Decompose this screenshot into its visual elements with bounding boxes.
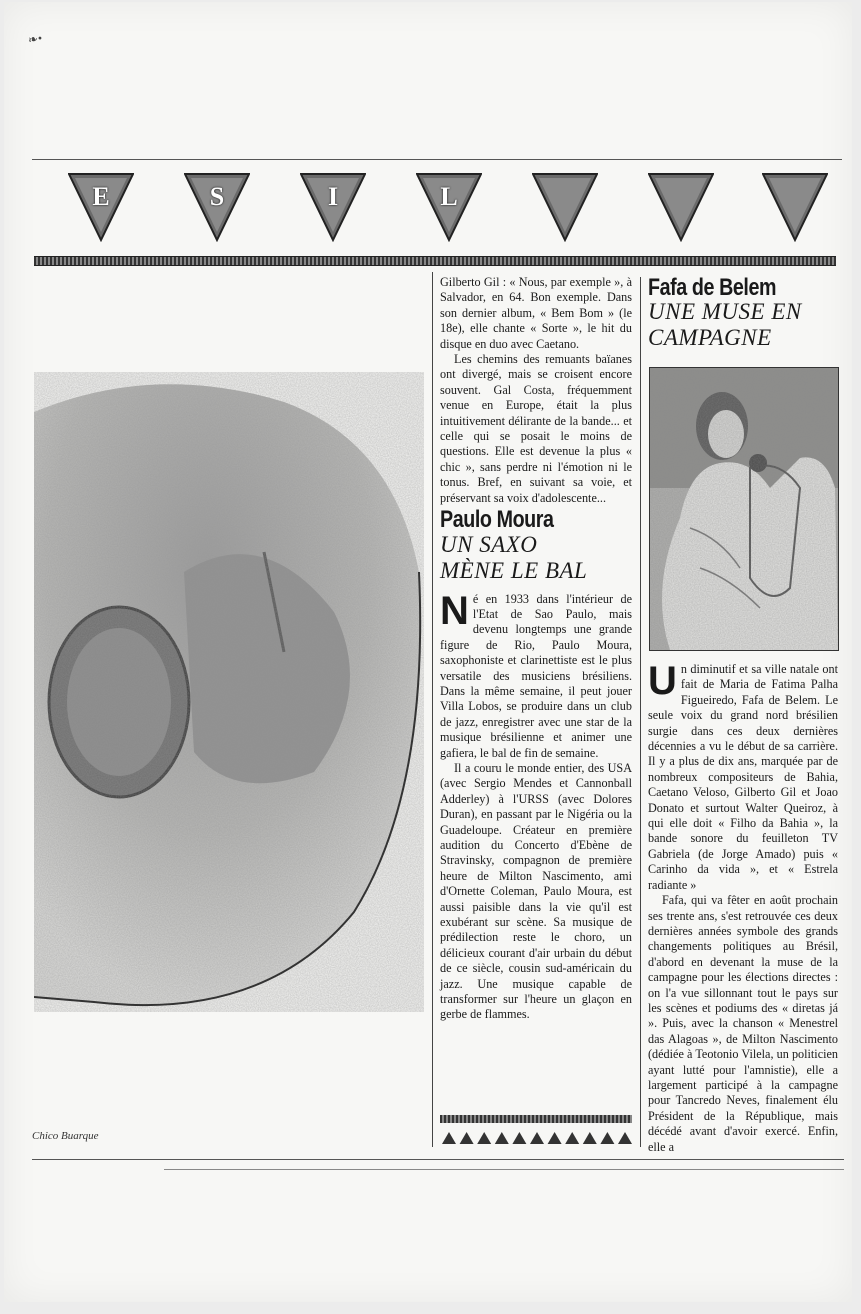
footer-triangle: [477, 1132, 491, 1144]
drop-cap-n: N: [440, 588, 469, 633]
right-column-body: [648, 659, 838, 1155]
gal-costa-paragraph: Les chemins des remuants baïanes ont divergé, mais se croisent encore souvent. Gal Costa, fréquemment venue en Europe, était la plus intuitivement délirante de la bande... et celle qui se posait le moins de questions. Elle est devenue la plus « chic », sans perdre ni l'émotion ni le tonus. Bref, en suivant sa voie, et préservant sa voix d'adolescente...: [440, 352, 632, 505]
fafa-subtitle-2: CAMPAGNE: [648, 325, 772, 351]
fafa-de-belem-photo: [649, 367, 839, 651]
photo-caption: Chico Buarque: [32, 1130, 99, 1142]
column-rule-left: [432, 272, 433, 1147]
footer-triangle: [512, 1132, 526, 1144]
footer-triangle: [548, 1132, 562, 1144]
bottom-rule: [32, 1159, 844, 1160]
banner-letter: L: [440, 182, 458, 211]
corner-mark: ❧•: [26, 30, 44, 48]
fafa-paragraph-1: n diminutif et sa ville natale ont fait de Maria de Fatima Palha Figueiredo, Fafa de Belem. Le seule voix du grand nord brésilien surgie dans ces deux dernières décennies a vu le début de sa carrière. Il y a plus de dix ans, marquée par de nombreux compositeurs de Bahia, Caetano Veloso, Gilberto Gil et Joao Donato et surtout Walter Queiroz, à qui elle doit « Filho da Bahia », la bande sonore du feuilleton TV Gabriela (de Jorge Amado) puis « Carinho da vida », et « Estrela radiante »: [648, 662, 838, 892]
paulo-moura-subtitle-2: MÈNE LE BAL: [440, 557, 588, 583]
footer-triangle: [530, 1132, 544, 1144]
fafa-de-belem-heading: Fafa de Belem: [648, 274, 777, 301]
chico-buarque-photo: [34, 372, 424, 1012]
footer-band: [440, 1115, 632, 1123]
top-rule: [32, 159, 842, 160]
banner-letter: I: [327, 182, 339, 211]
footer-triangle: [618, 1132, 632, 1144]
footer-triangle: [600, 1132, 614, 1144]
banner-triangle: [416, 172, 482, 242]
banner-triangle: [68, 172, 134, 242]
header-band: [34, 256, 836, 266]
right-column-heading: [648, 274, 838, 351]
triangle-banner: [44, 168, 844, 248]
footer-triangles: [440, 1131, 636, 1145]
footer-triangle: [460, 1132, 474, 1144]
footer-triangle: [583, 1132, 597, 1144]
drop-cap-u: U: [648, 659, 677, 703]
paulo-moura-heading: Paulo Moura: [440, 506, 554, 534]
bottom-rule-2: [164, 1169, 844, 1170]
paulo-moura-paragraph-2: Il a couru le monde entier, des USA (avec Sergio Mendes et Cannonball Adderley) à l'URSS (avec Dolores Duran), en passant par le Nigéria ou la Guadeloupe. Créateur en première audition du Concerto d'Ebène de Stravinsky, compagnon de première heure de Milton Nascimento, ami d'Ornette Coleman, Paulo Moura, est aussi paisible dans la vie qu'il est exubérant sur scène. Sa musique de prédilection reste le choro, un délicieux courant d'air urbain du début de ce siècle, cousin sud-américain du jazz. Une musique capable de transformer sur l'heure un glaçon en gerbe de flammes.: [440, 760, 632, 1022]
middle-column: [440, 275, 632, 1023]
banner-triangle: [532, 172, 598, 242]
banner-triangle: [648, 172, 714, 242]
gal-costa-lead: Gilberto Gil : « Nous, par exemple », à Salvador, en 64. Bon exemple. Dans son dernier album, « Bem Bom » (le 18e), elle chante « Sorte », le hit du disque en duo avec Caetano.: [440, 275, 632, 351]
banner-triangle: [184, 172, 250, 242]
banner-triangle: [762, 172, 828, 242]
fafa-paragraph-2: Fafa, qui va fêter en août prochain ses trente ans, s'est retrouvée ces deux dernières années symbole des grands changements politiques au Brésil, d'abord en devenant la muse de la campagne pour les élections directes : on l'a vue sillonnant tout le pays sur les scènes et podiums des « diretas já ». Puis, avec la chanson « Menestrel das Alagoas », de Milton Nascimento (dédiée à Teotonio Vilela, un politicien ayant lutté pour l'amnistie), elle a largement participé à la campagne pour Tancredo Neves, finalement élu Président de la République, mais décédé avant d'avoir exercé. Enfin, elle a: [648, 893, 838, 1154]
paulo-moura-subtitle-1: UN SAXO: [440, 531, 538, 557]
banner-triangle: [300, 172, 366, 242]
fafa-subtitle-1: UNE MUSE EN: [648, 299, 802, 325]
newspaper-clipping: [4, 2, 852, 1302]
column-rule-right: [640, 277, 641, 1147]
footer-triangle: [442, 1132, 456, 1144]
footer-triangle: [495, 1132, 509, 1144]
banner-letter: E: [92, 182, 110, 211]
paulo-moura-paragraph-1: é en 1933 dans l'intérieur de l'Etat de Sao Paulo, mais devenu longtemps une grande figure de Rio, Paulo Moura, saxophoniste et clarinettiste est le plus versatile des musiciens brésiliens. Dans la même semaine, il peut jouer Villa Lobos, se produire dans un club de jazz, enregistrer avec une star de la musique brésilienne et animer une gafiera, le bal de fin de semaine.: [440, 591, 632, 760]
banner-letter: S: [209, 182, 225, 211]
footer-triangle: [565, 1132, 579, 1144]
